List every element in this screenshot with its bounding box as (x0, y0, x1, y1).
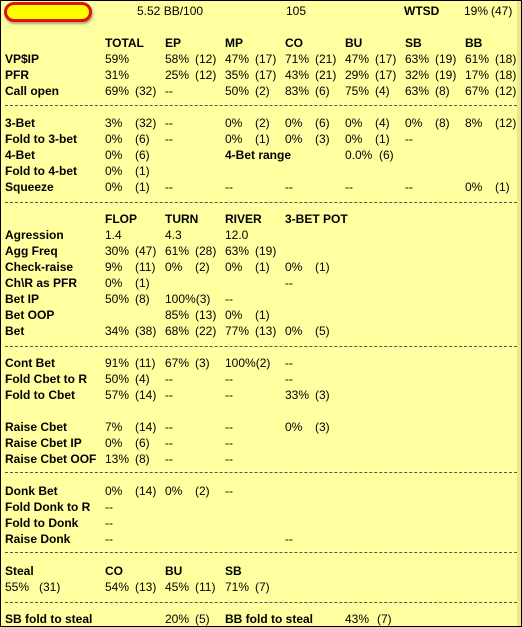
pos-header-mp: MP (225, 36, 243, 50)
stat-count: (8) (435, 84, 450, 98)
stat-count: (19) (435, 68, 457, 82)
stat-value: 0% (225, 308, 243, 322)
stat-value: 58% (165, 52, 190, 66)
stat-label: Raise Cbet OOF (5, 452, 97, 466)
stat-value: -- (285, 532, 293, 546)
stat-label: Bet IP (5, 292, 40, 306)
fourbet-range-label: 4-Bet range (225, 148, 292, 162)
stat-value: -- (225, 484, 233, 498)
stat-count: (11) (135, 356, 156, 370)
stat-value: 61% (165, 244, 190, 258)
street-header-river: RIVER (225, 212, 262, 226)
stat-value: 31% (105, 68, 130, 82)
stat-value: 0% (225, 116, 243, 130)
stat-count: (18) (495, 68, 517, 82)
stat-value: 0% (105, 180, 123, 194)
stat-count: (6) (135, 148, 150, 162)
stat-value: 29% (345, 68, 370, 82)
scrollbar[interactable] (517, 1, 521, 626)
bb-fold-to-steal-value: 43% (345, 612, 370, 626)
stat-value: 0% (165, 260, 183, 274)
stat-count: (8) (435, 116, 450, 130)
stat-label: Bet (5, 324, 25, 338)
stat-value: -- (165, 420, 173, 434)
stat-count: (22) (195, 324, 217, 338)
sb-fold-to-steal-value: 20% (165, 612, 190, 626)
stat-count: (17) (375, 52, 397, 66)
steal-header-bu: BU (165, 564, 183, 578)
stat-value: 1.4 (105, 228, 122, 242)
stat-value: 83% (285, 84, 310, 98)
stat-value: 77% (225, 324, 250, 338)
stat-value: -- (225, 452, 233, 466)
stat-value: -- (345, 180, 353, 194)
stat-value: -- (225, 436, 233, 450)
stat-label: VP$IP (5, 52, 40, 66)
wtsd-value: 19% (464, 4, 489, 18)
stat-count: (8) (135, 452, 150, 466)
stat-value: 75% (345, 84, 370, 98)
stat-value: -- (225, 420, 233, 434)
stat-label: Check-raise (5, 260, 74, 274)
stat-label: Squeeze (5, 180, 54, 194)
stat-label: Fold to Donk (5, 516, 79, 530)
stat-count: (1) (135, 164, 150, 178)
stat-value: 50% (105, 292, 130, 306)
stat-label: Fold to 4-bet (5, 164, 77, 178)
stat-count: (32) (135, 116, 157, 130)
stat-count: (28) (195, 244, 217, 258)
stat-value: 0% (345, 132, 363, 146)
bb-fold-to-steal-label: BB fold to steal (225, 612, 314, 626)
stat-count: (19) (255, 244, 277, 258)
stat-value: 69% (105, 84, 130, 98)
stat-value: 32% (405, 68, 430, 82)
stat-value: 67% (465, 84, 490, 98)
section-divider (5, 202, 517, 203)
stat-value: 17% (465, 68, 490, 82)
stat-count: (12) (495, 116, 517, 130)
steal-total-count: (31) (39, 580, 61, 594)
stat-value: 7% (105, 420, 123, 434)
stat-value: 0% (285, 324, 303, 338)
stat-value: 71% (285, 52, 310, 66)
steal-header-co: CO (105, 564, 123, 578)
street-header-turn: TURN (165, 212, 199, 226)
stat-value: -- (285, 276, 293, 290)
stat-value: 50% (105, 372, 130, 386)
stat-value: 45% (165, 580, 190, 594)
stat-value: -- (225, 292, 233, 306)
stat-value: 35% (225, 68, 250, 82)
stat-value: -- (405, 132, 413, 146)
player-name-badge[interactable] (4, 2, 92, 22)
stat-value: 0% (285, 420, 303, 434)
stat-value: -- (225, 388, 233, 402)
stat-value: -- (225, 372, 233, 386)
stat-label: Donk Bet (5, 484, 58, 498)
stat-value: 54% (105, 580, 130, 594)
stat-value: 13% (105, 452, 130, 466)
stat-count: (38) (135, 324, 157, 338)
pos-header-total: TOTAL (105, 36, 144, 50)
stat-value: 0% (105, 484, 123, 498)
stat-value: -- (165, 452, 173, 466)
section-divider (5, 105, 517, 106)
stat-count: (17) (375, 68, 397, 82)
stat-value: 3% (105, 116, 123, 130)
stat-value: 0% (105, 436, 123, 450)
stat-value: 30% (105, 244, 130, 258)
stat-count: (13) (195, 308, 217, 322)
stat-count: (1) (135, 276, 150, 290)
stat-value: 0% (105, 148, 123, 162)
stat-value: 59% (105, 52, 130, 66)
stat-count: (11) (195, 580, 216, 594)
stat-count: (13) (135, 580, 157, 594)
stat-count: (2) (255, 116, 270, 130)
stat-count: (8) (135, 292, 150, 306)
steal-label: Steal (5, 564, 34, 578)
wtsd-count: (47) (491, 4, 513, 18)
stat-count: (4) (375, 84, 390, 98)
stat-value: 85% (165, 308, 190, 322)
stat-value: 34% (105, 324, 130, 338)
stat-value: 0% (285, 116, 303, 130)
stat-count: (3) (195, 356, 210, 370)
stat-count: (7) (255, 580, 270, 594)
stat-label: Fold to Cbet (5, 388, 75, 402)
stat-count: (11) (135, 260, 156, 274)
section-divider (5, 346, 517, 347)
stat-value: -- (165, 132, 173, 146)
stat-count: (12) (195, 68, 217, 82)
stat-label: PFR (5, 68, 29, 82)
stat-value: -- (105, 532, 113, 546)
stat-value: -- (165, 388, 173, 402)
stat-count: (3) (315, 132, 330, 146)
stat-count: (17) (255, 68, 277, 82)
stat-count: (1) (255, 260, 270, 274)
stat-count: (14) (135, 388, 157, 402)
stat-value: 0% (285, 260, 303, 274)
street-header-flop: FLOP (105, 212, 137, 226)
fourbet-range-value: 0.0% (345, 148, 373, 162)
section-divider (5, 602, 517, 603)
stat-count: (1) (255, 308, 270, 322)
bb-fold-to-steal-count: (7) (377, 612, 392, 626)
stat-value: 0% (105, 164, 123, 178)
hands-count: 105 (286, 4, 307, 18)
stat-count: (13) (255, 324, 277, 338)
stat-count: (6) (315, 84, 330, 98)
stat-label: Fold to 3-bet (5, 132, 77, 146)
stat-label: Call open (5, 84, 60, 98)
stat-value: -- (285, 180, 293, 194)
steal-header-sb: SB (225, 564, 242, 578)
stat-count: (19) (435, 52, 457, 66)
pos-header-ep: EP (165, 36, 182, 50)
stat-value: 0% (165, 484, 183, 498)
stat-value: 63% (405, 84, 430, 98)
stat-value: 33% (285, 388, 310, 402)
stat-label: 4-Bet (5, 148, 36, 162)
stat-value: -- (165, 84, 173, 98)
stat-count: (32) (135, 84, 157, 98)
stat-value: 0% (465, 180, 483, 194)
stat-count: (21) (315, 52, 337, 66)
stat-value: 91% (105, 356, 130, 370)
stat-label: Raise Cbet (5, 420, 68, 434)
stat-value: 8% (465, 116, 483, 130)
stat-value: 0% (285, 132, 303, 146)
stat-value: 9% (105, 260, 123, 274)
stat-count: (47) (135, 244, 157, 258)
stat-count: (2) (255, 84, 270, 98)
stat-value: 0% (105, 276, 123, 290)
stat-label: Agg Freq (5, 244, 58, 258)
stat-value: 4.3 (165, 228, 182, 242)
stat-value: 100%(3) (165, 292, 211, 306)
stat-value: 0% (345, 116, 363, 130)
stat-value: -- (405, 180, 413, 194)
stat-count: (3) (315, 388, 330, 402)
stat-value: -- (285, 356, 293, 370)
stat-value: 0% (105, 132, 123, 146)
wtsd-label: WTSD (404, 4, 440, 18)
section-divider (5, 472, 517, 473)
stat-count: (1) (375, 132, 390, 146)
stat-count: (21) (315, 68, 337, 82)
stat-count: (4) (135, 372, 150, 386)
stat-label: 3-Bet (5, 116, 36, 130)
stat-count: (14) (135, 484, 157, 498)
pos-header-bu: BU (345, 36, 363, 50)
stat-count: (4) (375, 116, 390, 130)
stat-value: 43% (285, 68, 310, 82)
stat-value: 12.0 (225, 228, 249, 242)
stat-value: -- (165, 116, 173, 130)
stat-value: -- (165, 180, 173, 194)
stat-value: -- (225, 180, 233, 194)
stat-label: Bet OOP (5, 308, 55, 322)
stat-count: (6) (315, 116, 330, 130)
stat-count: (12) (495, 84, 517, 98)
stat-count: (1) (315, 260, 330, 274)
stat-count: (2) (195, 260, 210, 274)
stat-count: (6) (135, 436, 150, 450)
stat-count: (12) (195, 52, 217, 66)
stat-label: Ch\R as PFR (5, 276, 78, 290)
stat-label: Cont Bet (5, 356, 55, 370)
stat-value: 68% (165, 324, 190, 338)
sb-fold-to-steal-count: (5) (195, 612, 210, 626)
stat-count: (3) (315, 420, 330, 434)
stat-value: 67% (165, 356, 190, 370)
fourbet-range-count: (6) (379, 148, 394, 162)
pos-header-co: CO (285, 36, 303, 50)
section-divider (5, 552, 517, 553)
stat-value: 61% (465, 52, 490, 66)
stat-value: 50% (225, 84, 250, 98)
stat-value: 100%(2) (225, 356, 271, 370)
stat-value: 0% (405, 116, 423, 130)
stat-count: (2) (195, 484, 210, 498)
pos-header-bb: BB (465, 36, 483, 50)
stat-count: (6) (135, 132, 150, 146)
stat-value: 47% (225, 52, 250, 66)
stat-label: Raise Donk (5, 532, 71, 546)
street-header-3-bet-pot: 3-BET POT (285, 212, 348, 226)
stat-value: 57% (105, 388, 130, 402)
steal-total-value: 55% (5, 580, 30, 594)
stat-value: -- (165, 372, 173, 386)
stat-value: 63% (405, 52, 430, 66)
stat-count: (17) (255, 52, 277, 66)
stat-label: Fold Cbet to R (5, 372, 87, 386)
stat-label: Agression (5, 228, 64, 242)
stat-value: 71% (225, 580, 250, 594)
stat-value: -- (285, 372, 293, 386)
stat-value: -- (105, 516, 113, 530)
stat-value: 0% (225, 132, 243, 146)
stat-value: 63% (225, 244, 250, 258)
stat-count: (14) (135, 420, 157, 434)
pos-header-sb: SB (405, 36, 422, 50)
stat-value: -- (105, 500, 113, 514)
stat-count: (1) (135, 180, 150, 194)
sb-fold-to-steal-label: SB fold to steal (5, 612, 93, 626)
stat-value: 25% (165, 68, 190, 82)
stat-value: -- (165, 436, 173, 450)
stat-count: (1) (495, 180, 510, 194)
stat-value: 0% (225, 260, 243, 274)
stat-count: (18) (495, 52, 517, 66)
winrate-value: 5.52 BB/100 (137, 4, 204, 18)
stat-value: 47% (345, 52, 370, 66)
stat-count: (5) (315, 324, 330, 338)
stat-label: Raise Cbet IP (5, 436, 82, 450)
stat-label: Fold Donk to R (5, 500, 91, 514)
stat-count: (1) (255, 132, 270, 146)
